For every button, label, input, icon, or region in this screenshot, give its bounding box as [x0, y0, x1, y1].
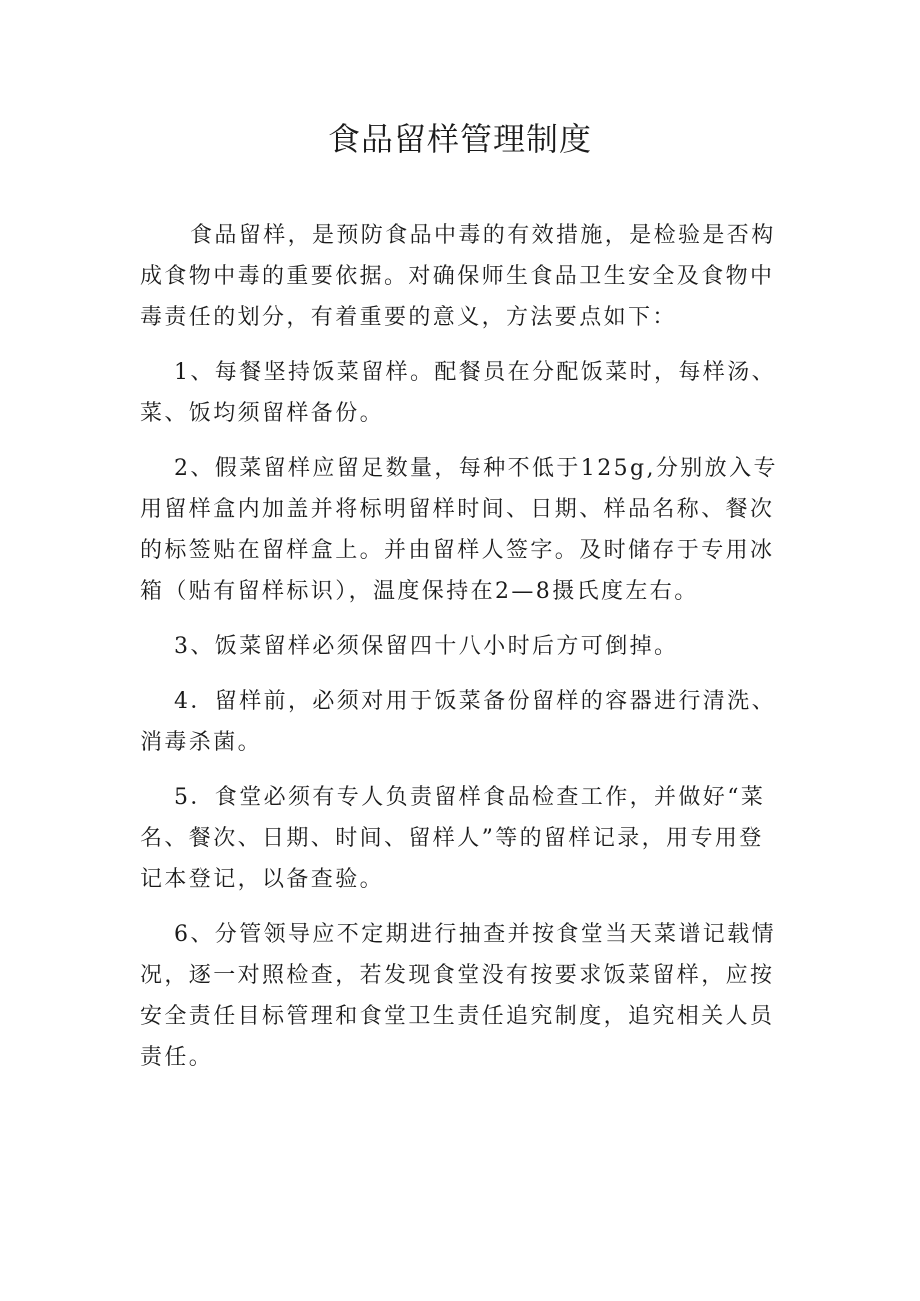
intro-paragraph: 食品留样，是预防食品中毒的有效措施，是检验是否构成食物中毒的重要依据。对确保师生食品卫生安全及食物中毒责任的划分，有着重要的意义，方法要点如下：: [140, 223, 776, 330]
rule-item-1: 1、每餐坚持饭菜留样。配餐员在分配饭菜时，每样汤、菜、饭均须留样备份。: [140, 360, 776, 426]
document-title: 食品留样管理制度: [327, 120, 592, 158]
rule-item-5: 5．食堂必须有专人负责留样食品检查工作，并做好“菜名、餐次、日期、时间、留样人”等的留样记录，用专用登记本登记，以备查验。: [140, 785, 766, 892]
rule-item-4: 4．留样前，必须对用于饭菜备份留样的容器进行清洗、消毒杀菌。: [140, 689, 776, 755]
rule-item-6: 6、分管领导应不定期进行抽查并按食堂当天菜谱记载情况，逐一对照检查，若发现食堂没有按要求饭菜留样，应按安全责任目标管理和食堂卫生责任追究制度，追究相关人员责任。: [140, 922, 776, 1070]
document-body: [140, 215, 788, 1092]
rule-item-2: 2、假菜留样应留足数量，每种不低于125g,分别放入专用留样盒内加盖并将标明留样时间、日期、样品名称、餐次的标签贴在留样盒上。并由留样人签字。及时储存于专用冰箱（贴有留样标识），温度保持在2—8摄氏度左右。: [140, 456, 778, 604]
rule-item-3: 3、饭菜留样必须保留四十八小时后方可倒掉。: [174, 634, 679, 659]
